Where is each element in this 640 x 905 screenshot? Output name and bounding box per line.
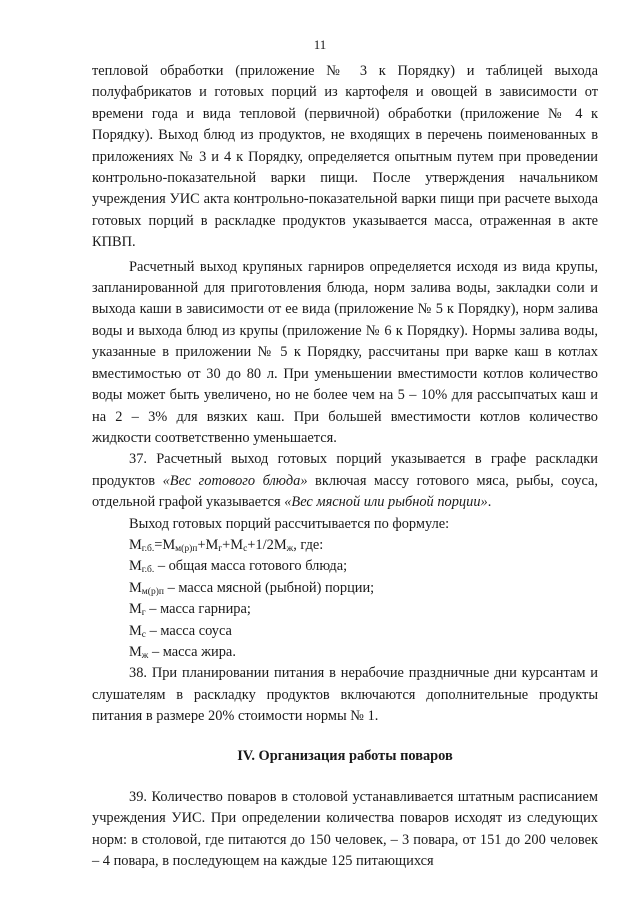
formula-subscript: ж xyxy=(286,543,294,554)
formula-tail: , где: xyxy=(293,536,324,553)
definition-symbol: М xyxy=(129,622,142,639)
formula-operator: + xyxy=(197,536,206,553)
formula-intro: Выход готовых порций рассчитывается по формуле: xyxy=(129,515,450,532)
definition-total-dish xyxy=(92,556,598,577)
paragraph-garnish-yield: Расчетный выход крупяных гарниров определяется исходя из вида крупы, запланированной для приготовления блюда, норм залива воды, закладки соли и выхода каши в зависимости от ее вида (приложение № 5 к Порядку), норм залива воды и выхода блюд из крупы (приложение № 6 к Порядку). Нормы залива воды, указанные в приложении № 5 к Порядку, рассчитаны при варке каш в котлах вместимостью от 30 до 80 л. При уменьшении вместимости котлов количество воды может быть увеличено, но не более чем на 5 – 10% для рассыпчатых каш и на 2 – 3% для вязких каш. При большей вместимости котлов количество жидкости соответственно уменьшается. xyxy=(92,258,598,446)
definition-garnish xyxy=(92,599,598,620)
definition-meat-portion xyxy=(92,578,598,599)
formula-symbol: М xyxy=(129,536,142,553)
section-heading: IV. Организация работы поваров xyxy=(237,747,453,764)
page-number: 11 xyxy=(313,37,327,52)
definition-symbol: М xyxy=(129,558,142,575)
definition-sauce xyxy=(92,621,598,642)
formula-symbol: М xyxy=(230,536,244,553)
definition-text: – масса гарнира; xyxy=(145,601,251,618)
definition-symbol: М xyxy=(129,579,142,596)
definition-text: – масса мясной (рыбной) порции; xyxy=(163,579,375,596)
formula-subscript: м(р)п xyxy=(175,543,198,554)
formula-operator: = xyxy=(154,536,163,553)
paragraph-37-italic-dish-weight: «Вес готового блюда» xyxy=(162,472,308,489)
definition-subscript: м(р)п xyxy=(141,586,164,597)
formula-operator: + xyxy=(222,536,231,553)
definition-subscript: г.б. xyxy=(141,565,155,576)
formula xyxy=(92,535,598,556)
formula-subscript: г xyxy=(218,543,223,554)
definition-text: – общая масса готового блюда; xyxy=(154,558,348,575)
definition-symbol: М xyxy=(129,601,142,618)
formula-symbol: М xyxy=(162,536,176,553)
formula-symbol: М xyxy=(273,536,287,553)
paragraph-continuation: тепловой обработки (приложение № 3 к Порядку) и таблицей выхода полуфабрикатов и готовых порций из картофеля и овощей в зависимости от времени года и вида тепловой (первичной) обработки (приложение № 4 к Порядку). Выход блюд из продуктов, не входящих в перечень поименованных в приложениях № 3 и 4 к Порядку, определяется опытным путем при проведении контрольно-показательной варки пищи. После утверждения начальником учреждения УИС акта контрольно-показательной варки пищи при расчете выхода готовых порций в раскладке продуктов указывается масса, отраженная в акте КПВП. xyxy=(92,63,598,251)
definition-subscript: с xyxy=(141,629,147,640)
paragraph-37 xyxy=(92,449,598,513)
formula-subscript: г.б. xyxy=(141,543,155,554)
page-body xyxy=(92,61,598,873)
definition-fat xyxy=(92,642,598,663)
paragraph-39: 39. Количество поваров в столовой устанавливается штатным расписанием учреждения УИС. При определении количества поваров исходят из следующих норм: в столовой, где питаются до 150 человек, – 3 повара, от 151 до 200 человек – 4 повара, в последующем на каждые 125 питающихся xyxy=(92,789,598,870)
formula-symbol: М xyxy=(205,536,219,553)
definition-text: – масса жира. xyxy=(148,643,236,660)
formula-operator: +1/2 xyxy=(247,536,274,553)
definition-subscript: ж xyxy=(141,650,149,661)
paragraph-37-text-a: 37. Расчетный выход готовых порций указывается в графе раскладки продуктов xyxy=(92,451,598,489)
paragraph-37-text-b: включая массу готового мяса, рыбы, соуса, отдельной графой указывается xyxy=(92,472,599,511)
paragraph-37-text-c: . xyxy=(487,494,492,511)
definition-text: – масса соуса xyxy=(146,622,232,639)
definition-symbol: М xyxy=(129,643,142,660)
paragraph-37-italic-portion-weight: «Вес мясной или рыбной порции» xyxy=(284,494,488,511)
formula-subscript: с xyxy=(243,543,248,554)
paragraph-38: 38. При планировании питания в нерабочие праздничные дни курсантам и слушателям в раскладку продуктов включаются дополнительные продукты питания в размере 20% стоимости нормы № 1. xyxy=(92,665,598,725)
definition-subscript: г xyxy=(141,608,146,619)
